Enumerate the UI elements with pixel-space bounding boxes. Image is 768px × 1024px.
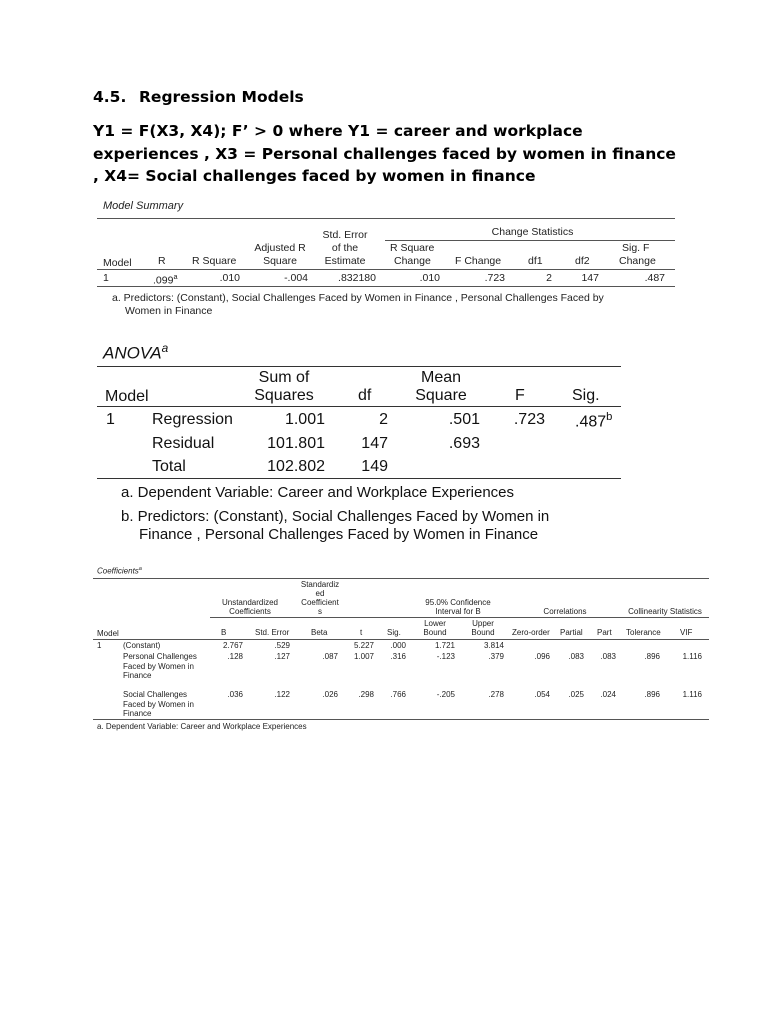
cell-sig: .316 (390, 652, 406, 661)
header-sig-f-2: Change (619, 255, 656, 267)
header-r: R (158, 255, 166, 267)
cell-se: .122 (274, 690, 290, 699)
cell-part: .024 (600, 690, 616, 699)
header-ms-2: Square (415, 387, 467, 404)
cell-b: .036 (227, 690, 243, 699)
cell-label: (Constant) (123, 641, 161, 650)
header-part: Part (597, 628, 612, 637)
cell-t: 5.227 (353, 641, 374, 650)
table-rule (97, 478, 621, 479)
header-change-statistics: Change Statistics (491, 226, 574, 238)
cell-b: .128 (227, 652, 243, 661)
cell-std-error: .832180 (338, 272, 376, 284)
cell-lower: 1.721 (434, 641, 455, 650)
header-std-coef-1: Standardiz (300, 580, 340, 589)
cell-label: Regression (152, 411, 233, 428)
header-b: B (221, 628, 227, 637)
cell-b: 2.767 (222, 641, 243, 650)
header-df: df (358, 387, 372, 404)
header-model: Model (105, 388, 149, 405)
cell-label: Total (152, 458, 186, 475)
footnote: b. Predictors: (Constant), Social Challenges Faced by Women in (121, 508, 550, 525)
footnote: a. Dependent Variable: Career and Workplace Experiences (97, 722, 307, 731)
cell-ss: 102.802 (267, 458, 325, 475)
footnote: Women in Finance (125, 305, 213, 317)
cell-tolerance: .896 (644, 690, 660, 699)
cell-partial: .025 (568, 690, 584, 699)
cell-tolerance: .896 (644, 652, 660, 661)
header-r-sq-change-2: Change (394, 255, 431, 267)
cell-model: 1 (97, 641, 102, 650)
cell-upper: .278 (488, 690, 504, 699)
header-std-coef-2: ed (315, 589, 325, 598)
header-ss-1: Sum of (258, 369, 310, 386)
header-sig: Sig. (387, 628, 401, 637)
cell-upper: .379 (488, 652, 504, 661)
table-rule (97, 218, 675, 219)
cell-label: Residual (152, 435, 215, 452)
cell-model: 1 (106, 411, 115, 428)
coefficients-title: Coefficients$^a$ (97, 566, 142, 576)
header-lower-1: Lower (424, 619, 446, 628)
header-tolerance: Tolerance (626, 628, 661, 637)
cell-upper: 3.814 (483, 641, 504, 650)
header-model: Model (97, 629, 119, 638)
section-number: 4.5. (93, 88, 127, 106)
cell-label: Social Challenges Faced by Women in Finance (123, 690, 194, 718)
cell-r-square: .010 (219, 272, 240, 284)
cell-se: .529 (274, 641, 290, 650)
header-t: t (360, 628, 363, 637)
header-vif: VIF (680, 628, 693, 637)
header-f-change: F Change (455, 255, 502, 267)
header-adj-r-square-2: Square (263, 255, 297, 267)
cell-se: .127 (274, 652, 290, 661)
table-rule (97, 406, 621, 407)
header-ci-2: Interval for B (435, 607, 481, 616)
header-ss-2: Squares (254, 387, 314, 404)
cell-label: Personal Challenges Faced by Women in Finance (123, 652, 197, 680)
header-collinearity: Collinearity Statistics (628, 607, 702, 616)
table-rule (210, 617, 709, 618)
cell-ms: .693 (448, 435, 480, 452)
table-rule (93, 639, 709, 640)
header-std-error: Std. Error (255, 628, 290, 637)
section-heading (93, 88, 304, 106)
header-r-sq-change-1: R Square (390, 242, 435, 254)
footnote: a. Dependent Variable: Career and Workplace Experiences (121, 484, 515, 501)
cell-df: 2 (379, 411, 388, 428)
header-adj-r-square-1: Adjusted R (254, 242, 306, 254)
cell-f: .723 (513, 411, 545, 428)
cell-lower: -.205 (436, 690, 455, 699)
cell-zero-order: .054 (534, 690, 550, 699)
cell-part: .083 (600, 652, 616, 661)
header-ci-1: 95.0% Confidence (425, 598, 491, 607)
header-std-error-1: Std. Error (322, 229, 368, 241)
table-rule (93, 719, 709, 720)
header-df1: df1 (528, 255, 543, 267)
cell-df2: 147 (581, 272, 599, 284)
header-beta: Beta (311, 628, 328, 637)
anova-title: ANOVA$^a$ (103, 341, 169, 363)
table-rule (93, 578, 709, 579)
cell-t: .298 (358, 690, 374, 699)
cell-sig: .000 (390, 641, 406, 650)
header-sig: Sig. (572, 387, 600, 404)
cell-sig: .487$^b$ (575, 411, 613, 431)
cell-ms: .501 (448, 411, 480, 428)
cell-df: 147 (361, 435, 388, 452)
header-partial: Partial (560, 628, 583, 637)
header-model: Model (103, 257, 132, 269)
header-ms-1: Mean (420, 369, 462, 386)
cell-sig-f: .487 (644, 272, 665, 284)
model-equation: Y1 = F(X3, X4); F’ > 0 where Y1 = career and workplace experiences , X3 = Personal challenges faced by women in finance , X4= Social challenges faced by women in finance (93, 122, 676, 185)
header-std-coef-4: s (318, 607, 322, 616)
footnote: a. Predictors: (Constant), Social Challenges Faced by Women in Finance , Personal Challenges Faced by (112, 292, 604, 304)
header-correlations: Correlations (543, 607, 587, 616)
header-f: F (515, 387, 525, 404)
cell-t: 1.007 (353, 652, 374, 661)
cell-r: .099$^a$ (153, 272, 178, 287)
model-summary-title: Model Summary (103, 200, 184, 212)
footnote: Finance , Personal Challenges Faced by Women in Finance (139, 526, 539, 543)
header-unstd-1: Unstandardized (221, 598, 279, 607)
section-title: Regression Models (139, 88, 304, 106)
cell-beta: .026 (322, 690, 338, 699)
header-upper-1: Upper (472, 619, 494, 628)
cell-partial: .083 (568, 652, 584, 661)
cell-model: 1 (103, 272, 109, 284)
cell-ss: 101.801 (267, 435, 325, 452)
header-zero-order: Zero-order (512, 628, 550, 637)
header-std-coef-3: Coefficient (301, 598, 339, 607)
header-upper-2: Bound (471, 628, 495, 637)
cell-r-sq-change: .010 (419, 272, 440, 284)
cell-df: 149 (361, 458, 388, 475)
cell-f-change: .723 (484, 272, 505, 284)
header-std-error-2: of the (331, 242, 359, 254)
cell-vif: 1.116 (682, 690, 702, 699)
header-std-error-3: Estimate (324, 255, 366, 267)
table-rule (97, 286, 675, 287)
header-unstd-2: Coefficients (229, 607, 271, 616)
cell-ss: 1.001 (284, 411, 325, 428)
table-rule (385, 240, 675, 241)
header-sig-f-1: Sig. F (622, 242, 650, 254)
header-r-square: R Square (192, 255, 237, 267)
header-lower-2: Bound (423, 628, 447, 637)
cell-beta: .087 (322, 652, 338, 661)
cell-df1: 2 (546, 272, 552, 284)
table-rule (97, 269, 675, 270)
cell-vif: 1.116 (682, 652, 702, 661)
cell-sig: .766 (390, 690, 406, 699)
cell-zero-order: .096 (534, 652, 550, 661)
cell-lower: -.123 (436, 652, 455, 661)
table-rule (97, 366, 621, 367)
header-df2: df2 (575, 255, 590, 267)
cell-adj-r-square: -.004 (284, 272, 308, 284)
